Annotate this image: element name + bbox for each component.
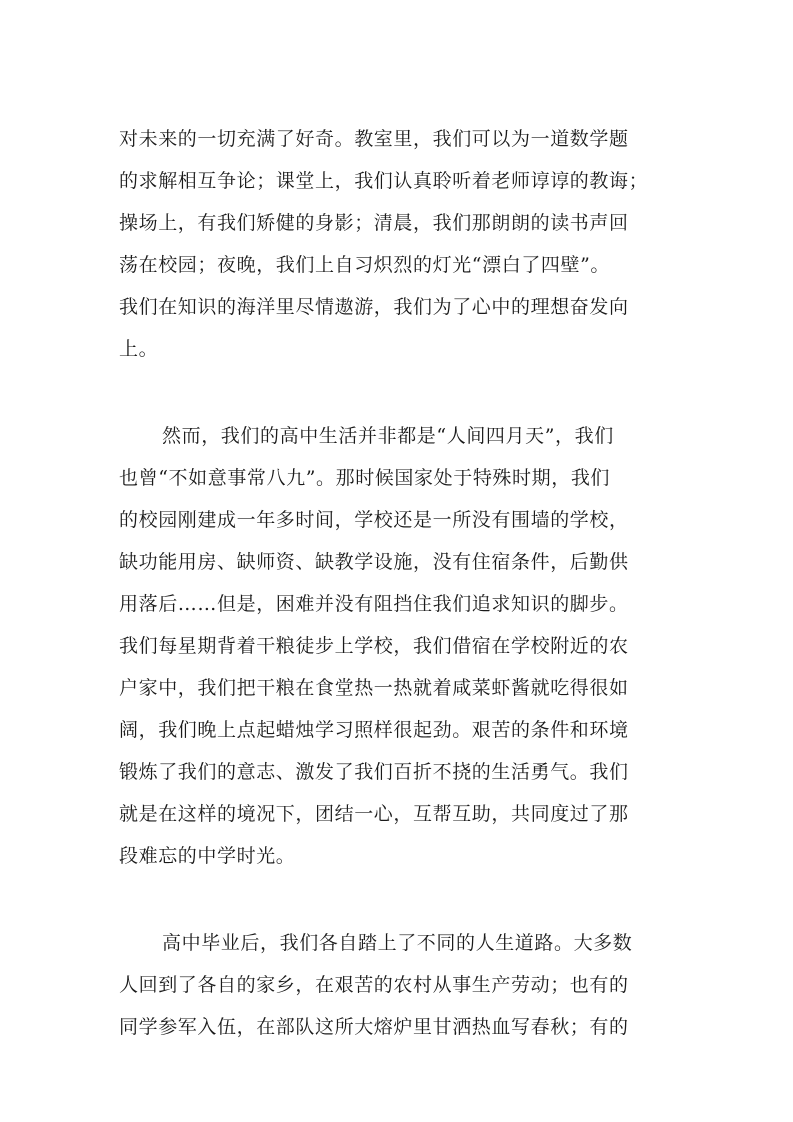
paragraph-3-line-1: 高中毕业后，我们各自踏上了不同的人生道路。大多数 bbox=[162, 932, 633, 954]
paragraph-1-line-1: 对未来的一切充满了好奇。教室里，我们可以为一道数学题 bbox=[119, 128, 629, 150]
paragraph-2-line-7: 户家中，我们把干粮在食堂热一热就着咸菜虾酱就吃得很如 bbox=[119, 677, 629, 699]
paragraph-3-line-3: 同学参军入伍，在部队这所大熔炉里甘洒热血写春秋；有的 bbox=[119, 1016, 629, 1038]
paragraph-2-line-10: 就是在这样的境况下，团结一心，互帮互助，共同度过了那 bbox=[119, 803, 629, 825]
paragraph-2-line-6: 我们每星期背着干粮徒步上学校，我们借宿在学校附近的农 bbox=[119, 635, 629, 657]
paragraph-2-line-2: 也曾“不如意事常八九”。那时候国家处于特殊时期，我们 bbox=[119, 467, 611, 489]
paragraph-1-line-3: 操场上，有我们矫健的身影；清晨，我们那朗朗的读书声回 bbox=[119, 212, 629, 234]
paragraph-1-line-2: 的求解相互争论；课堂上，我们认真聆听着老师谆谆的教诲； bbox=[119, 170, 649, 192]
paragraph-2-line-3: 的校园刚建成一年多时间，学校还是一所没有围墙的学校， bbox=[119, 509, 629, 531]
paragraph-2-line-8: 阔，我们晚上点起蜡烛学习照样很起劲。艰苦的条件和环境 bbox=[119, 719, 629, 741]
paragraph-2-line-4: 缺功能用房、缺师资、缺教学设施，没有住宿条件，后勤供 bbox=[119, 551, 629, 573]
paragraph-1-line-4: 荡在校园；夜晚，我们上自习炽烈的灯光“漂白了四壁”。 bbox=[119, 254, 611, 276]
paragraph-3-line-2: 人回到了各自的家乡，在艰苦的农村从事生产劳动；也有的 bbox=[119, 974, 629, 996]
paragraph-2-line-9: 锻炼了我们的意志、激发了我们百折不挠的生活勇气。我们 bbox=[119, 761, 629, 783]
paragraph-1-line-6: 上。 bbox=[119, 338, 159, 360]
paragraph-2-line-11: 段难忘的中学时光。 bbox=[119, 845, 296, 867]
paragraph-1-line-5: 我们在知识的海洋里尽情遨游，我们为了心中的理想奋发向 bbox=[119, 296, 629, 318]
paragraph-2-line-5: 用落后……但是，困难并没有阻挡住我们追求知识的脚步。 bbox=[119, 593, 629, 615]
paragraph-2-line-1: 然而，我们的高中生活并非都是“人间四月天”，我们 bbox=[162, 425, 614, 447]
